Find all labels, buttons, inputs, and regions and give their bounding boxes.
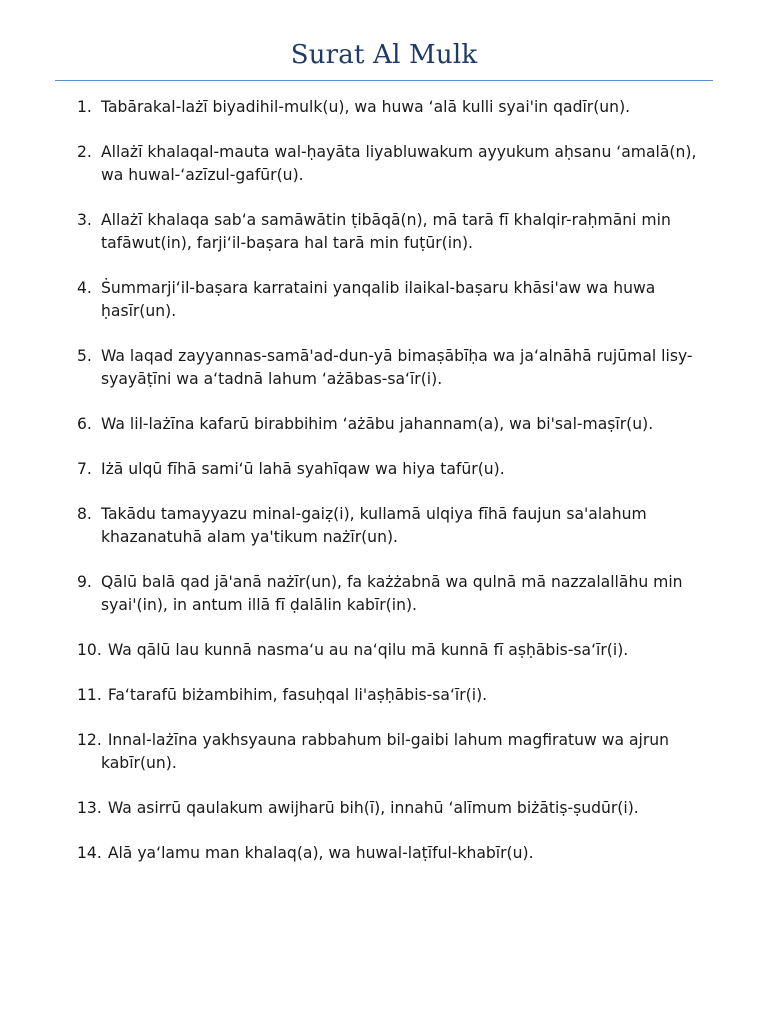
verse-text: Tabārakal-lażī biyadihil-mulk(u), wa huwa ‘alā kulli syai'in qadīr(un). [101, 98, 631, 116]
verse-number: 11. [77, 686, 102, 704]
verse-item [77, 345, 713, 391]
verse-item [77, 503, 713, 549]
verse-number: 4. [77, 279, 92, 297]
verse-number: 1. [77, 98, 92, 116]
verse-text: Wa lil-lażīna kafarū birabbihim ‘ażābu jahannam(a), wa bi'sal-maṣīr(u). [101, 415, 654, 433]
verse-text: Wa laqad zayyannas-samā'ad-dun-yā bimaṣābīḥa wa ja‘alnāhā rujūmal lisy-syayāṭīni wa a‘tadnā lahum ‘ażābas-sa‘īr(i). [101, 347, 693, 388]
verse-text: Alā ya‘lamu man khalaq(a), wa huwal-laṭīful-khabīr(u). [107, 844, 534, 862]
verse-item [77, 684, 713, 707]
verse-item [77, 96, 713, 119]
verse-number: 14. [77, 844, 102, 862]
verse-item [77, 729, 713, 775]
verse-text: Fa‘tarafū biżambihim, fasuḥqal li'aṣḥābis-sa‘īr(i). [107, 686, 488, 704]
verse-item [77, 209, 713, 255]
verse-text: Allażī khalaqa sab‘a samāwātin ṭibāqā(n), mā tarā fī khalqir-raḥmāni min tafāwut(in), farji‘il-baṣara hal tarā min fuṭūr(in). [101, 211, 671, 252]
verse-number: 2. [77, 143, 92, 161]
verse-item [77, 141, 713, 187]
verse-text: Ṡummarji‘il-baṣara karrataini yanqalib ilaikal-baṣaru khāsi'aw wa huwa ḥasīr(un). [101, 279, 656, 320]
verse-item [77, 413, 713, 436]
verse-number: 9. [77, 573, 92, 591]
verse-item [77, 797, 713, 820]
verse-text: Allażī khalaqal-mauta wal-ḥayāta liyabluwakum ayyukum aḥsanu ‘amalā(n), wa huwal-‘azīzul-gafūr(u). [101, 143, 697, 184]
verse-number: 7. [77, 460, 92, 478]
verse-number: 12. [77, 731, 102, 749]
verse-item [77, 639, 713, 662]
verse-number: 5. [77, 347, 92, 365]
verse-text: Wa asirrū qaulakum awijharū bih(ī), innahū ‘alīmum biżātiṣ-ṣudūr(i). [107, 799, 639, 817]
verse-number: 6. [77, 415, 92, 433]
verse-item [77, 842, 713, 865]
verse-list [77, 96, 713, 887]
verse-number: 3. [77, 211, 92, 229]
page-title: Surat Al Mulk [290, 40, 478, 70]
verse-number: 10. [77, 641, 102, 659]
verse-number: 13. [77, 799, 102, 817]
title-divider [55, 80, 713, 81]
verse-item [77, 277, 713, 323]
verse-item [77, 571, 713, 617]
verse-text: Wa qālū lau kunnā nasma‘u au na‘qilu mā kunnā fī aṣḥābis-sa‘īr(i). [107, 641, 629, 659]
verse-item [77, 458, 713, 481]
verse-text: Takādu tamayyazu minal-gaiẓ(i), kullamā ulqiya fīhā faujun sa'alahum khazanatuhā alam ya'tikum nażīr(un). [101, 505, 647, 546]
verse-text: Innal-lażīna yakhsyauna rabbahum bil-gaibi lahum magfiratuw wa ajrun kabīr(un). [101, 731, 670, 772]
verse-text: Iżā ulqū fīhā sami‘ū lahā syahīqaw wa hiya tafūr(u). [101, 460, 505, 478]
verse-number: 8. [77, 505, 92, 523]
verse-text: Qālū balā qad jā'anā nażīr(un), fa każżabnā wa qulnā mā nazzalallāhu min syai'(in), in antum illā fī ḍalālin kabīr(in). [101, 573, 683, 614]
